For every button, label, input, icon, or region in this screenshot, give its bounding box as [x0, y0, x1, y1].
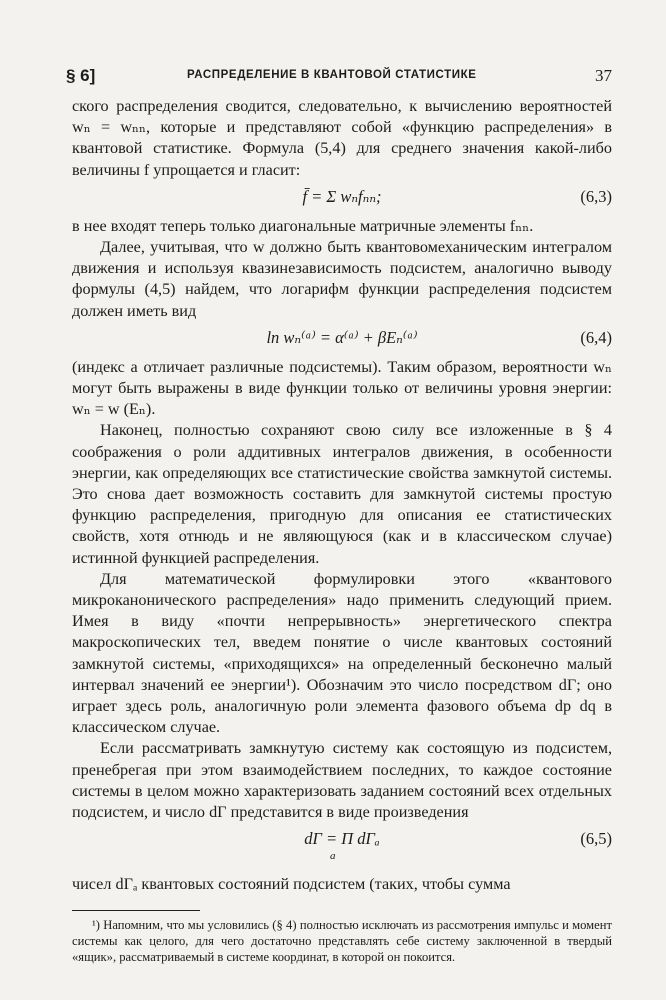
paragraph-1: ского распределения сводится, следовательно, к вычислению вероятностей wₙ = wₙₙ, которые и представляют собой «функцию распределения» в квантовой статистике. Формула (5,4) для среднего значения какой-либо величины f упрощается и гласит: — [72, 97, 612, 179]
paragraph-4: (индекс a отличает различные подсистемы). Таким образом, вероятности wₙ могут быть выражены в виде функции только от величины уровня энергии: wₙ = w (Eₙ). — [72, 357, 612, 419]
paragraph-2: в нее входят теперь только диагональные матричные элементы fₙₙ. — [72, 216, 534, 235]
paragraph-7: Если рассматривать замкнутую систему как состоящую из подсистем, пренебрегая при этом взаимодействием последних, то каждое состояние системы в целом можно характеризовать заданием состояний всех отдельных подсистем, и число dΓ представится в виде произведения — [72, 739, 612, 822]
equation-number: (6,3) — [580, 186, 612, 206]
formula-6-3 — [72, 182, 612, 212]
page-number: 37 — [595, 66, 612, 85]
equation-number: (6,4) — [580, 327, 612, 347]
running-title: РАСПРЕДЕЛЕНИЕ В КВАНТОВОЙ СТАТИСТИКЕ — [187, 69, 477, 81]
section-marker: § 6] — [66, 66, 96, 85]
equation-number: (6,5) — [580, 829, 612, 849]
footnote: ¹) Напомним, что мы условились (§ 4) полностью исключать из рассмотрения импульс и момент системы как целого, для чего достаточно представлять себе систему заключенной в твердый «ящик», рассматриваемый в системе координат, в которой он покоится. — [72, 917, 612, 964]
running-header — [66, 66, 612, 88]
formula-6-5 — [72, 824, 612, 870]
formula-expression: ln wₙ⁽ᵃ⁾ = α⁽ᵃ⁾ + βEₙ⁽ᵃ⁾ — [266, 327, 418, 347]
page-body — [72, 96, 612, 896]
formula-expression: f̄ = Σ wₙfₙₙ; — [302, 186, 382, 206]
paragraph-3: Далее, учитывая, что w должно быть квантовомеханическим интегралом движения и используя квазинезависимость подсистем, аналогично выводу формулы (4,5) найдем, что логарифм функции распределения подсистем должен иметь вид — [72, 238, 612, 320]
book-page — [66, 66, 612, 965]
footnote-divider — [72, 910, 200, 911]
paragraph-6: Для математической формулировки этого «квантового микроканонического распределения» надо применить следующий прием. Имея в виду «почти непрерывность» энергетического спектра макроскопических тел, введем понятие о числе квантовых состояний замкнутой системы, «приходящихся» на определенный бесконечно малый интервал значений ее энергии¹). Обозначим это число посредством dΓ; оно играет здесь роль, аналогичную роли элемента фазового объема dp dq в классическом случае. — [72, 569, 612, 737]
formula-expression: dΓ = Π dΓₐ — [304, 829, 380, 849]
paragraph-8: чисел dΓₐ квантовых состояний подсистем (таких, чтобы сумма — [72, 875, 511, 894]
paragraph-5: Наконец, полностью сохраняют свою силу все изложенные в § 4 соображения о роли аддитивных интегралов движения, в особенности энергии, как определяющих все статистические свойства замкнутой системы. Это снова дает возможность составить для замкнутой системы простую функцию распределения, пригодную для описания ее статистических свойств, хотя отнюдь и не являющуюся (как и в классическом случае) истинной функцией распределения. — [72, 421, 612, 567]
formula-6-4 — [72, 323, 612, 353]
product-subscript: a — [330, 850, 336, 863]
